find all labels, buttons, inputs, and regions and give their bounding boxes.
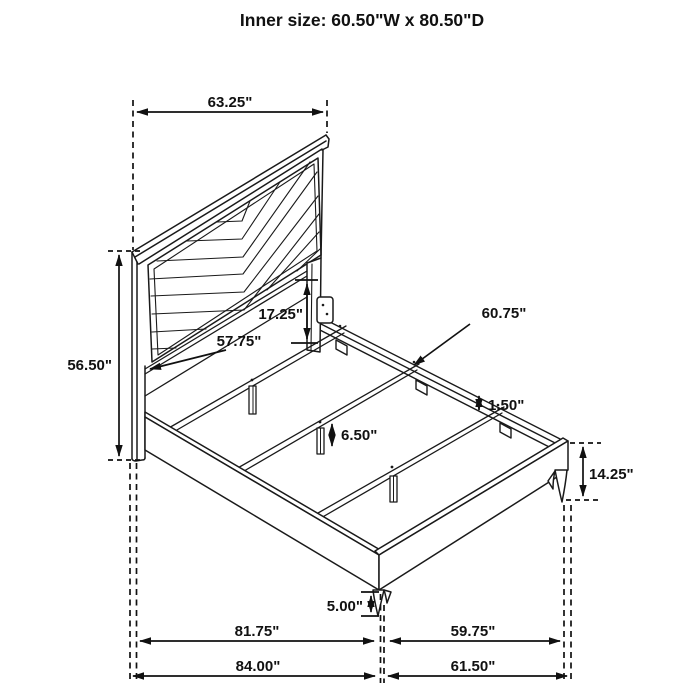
dim-label-front-leg-height: 5.00" (326, 598, 363, 615)
dim-side-rail-length (150, 333, 261, 369)
dim-slat-thickness (479, 396, 524, 414)
dim-inner-length (140, 623, 374, 641)
dim-label-overall-width: 61.50" (450, 658, 496, 675)
screw-dots (251, 325, 500, 469)
dimension-annotations (67, 94, 633, 683)
bed-frame-drawing (132, 135, 568, 616)
dim-overall-width (388, 658, 567, 676)
headboard-left-leg (132, 252, 145, 461)
dim-center-leg-height (332, 424, 377, 446)
dim-headboard-width (133, 94, 327, 250)
dim-label-rail-offset: 17.25" (258, 306, 303, 323)
foot-rail (375, 438, 568, 590)
dim-label-slat-length: 60.75" (481, 305, 527, 322)
headboard-crown (132, 135, 329, 264)
dim-label-inner-width: 59.75" (450, 623, 496, 640)
dim-foot-corner-height (566, 443, 634, 500)
dim-label-foot-corner-height: 14.25" (589, 466, 634, 483)
slat-cleat (500, 423, 511, 438)
dim-label-slat-thickness: 1.50" (488, 397, 525, 414)
dim-label-inner-length: 81.75" (234, 623, 280, 640)
dim-inner-width (390, 623, 560, 641)
dim-front-leg-height (327, 592, 379, 616)
front-leg (373, 590, 391, 616)
dim-headboard-height (67, 251, 140, 460)
rail-bracket (317, 297, 333, 323)
slat-cleat (416, 380, 427, 395)
dim-overall-length (133, 658, 375, 676)
headboard-panel (148, 158, 321, 362)
diagram-title: Inner size: 60.50"W x 80.50"D (239, 10, 485, 30)
dim-label-headboard-width: 63.25" (207, 94, 253, 111)
dim-slat-length (414, 305, 526, 365)
dim-label-overall-length: 84.00" (235, 658, 281, 675)
dim-label-center-leg-height: 6.50" (341, 427, 378, 444)
dim-label-headboard-height: 56.50" (67, 357, 112, 374)
dim-label-side-rail-length: 57.75" (216, 333, 262, 350)
